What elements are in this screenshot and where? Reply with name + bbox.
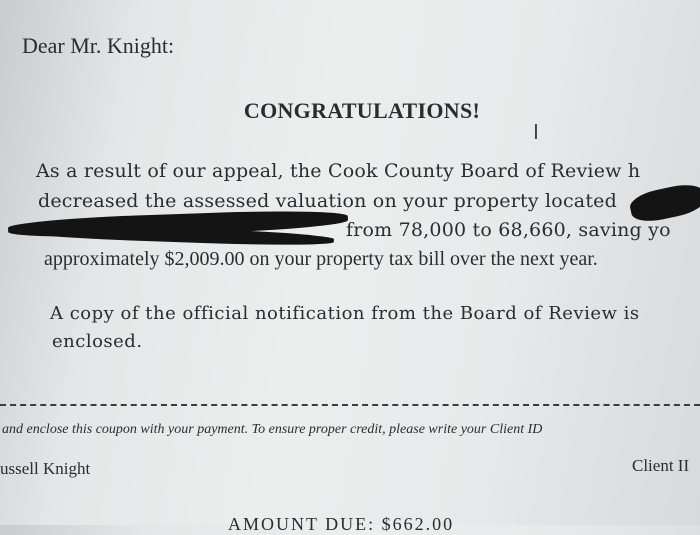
coupon-instruction: and enclose this coupon with your payment. To ensure proper credit, please write your Client ID — [2, 422, 543, 437]
paragraph1-line3: from 78,000 to 68,660, saving yo — [346, 219, 671, 241]
coupon-cut-line — [0, 404, 700, 406]
paragraph2-line2: enclosed. — [52, 331, 143, 352]
paragraph2-line1: A copy of the official notification from the Board of Review is — [50, 303, 640, 324]
text-cursor-icon: I — [533, 120, 539, 144]
paragraph1-line2: decreased the assessed valuation on your property located — [38, 190, 617, 212]
redaction-mark — [628, 181, 700, 226]
amount-due-partial: AMOUNT DUE: $662.00 — [228, 514, 455, 534]
client-id-label: Client II — [632, 456, 690, 475]
salutation: Dear Mr. Knight: — [22, 33, 175, 58]
paragraph1-line4: approximately $2,009.00 on your property tax bill over the next year. — [44, 248, 598, 270]
client-name: ussell Knight — [0, 459, 91, 478]
congratulations-heading: CONGRATULATIONS! — [243, 98, 481, 123]
paragraph1-line1: As a result of our appeal, the Cook County Board of Review h — [36, 160, 641, 182]
